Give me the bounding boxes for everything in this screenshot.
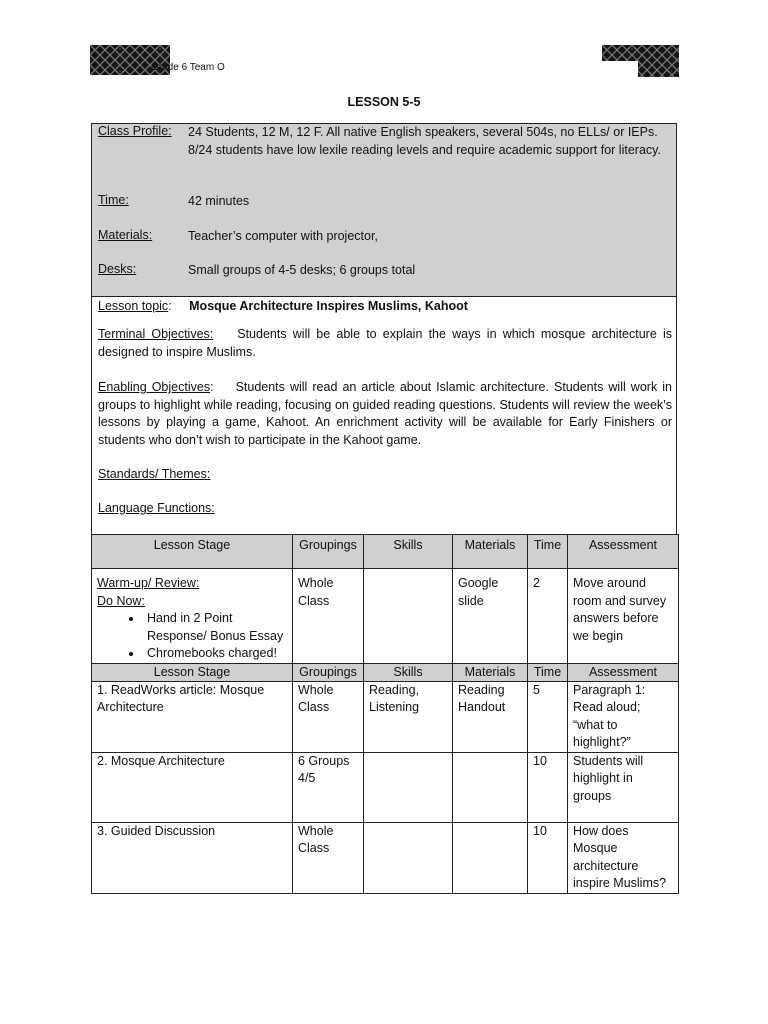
header-team-label: Grade 6 Team O xyxy=(151,62,225,73)
time-value: 42 minutes xyxy=(188,194,250,208)
time-label: Time: xyxy=(98,193,129,207)
warmup-assessment: Move around room and survey answers before we begin xyxy=(568,569,679,664)
time-cell: 10 xyxy=(528,822,568,893)
standards-themes-label: Standards/ Themes: xyxy=(98,467,211,481)
header-assessment: Assessment xyxy=(568,535,679,569)
redacted-block-right xyxy=(602,45,679,77)
header-groupings: Groupings xyxy=(293,663,364,681)
list-item: • Chromebooks charged! xyxy=(143,645,287,663)
terminal-objectives-value: Students will be able to explain the ways in which mosque architecture is designed to inspire Muslims. xyxy=(98,327,672,359)
assessment-cell: Paragraph 1: Read aloud; “what to highlight?” xyxy=(568,681,679,752)
class-profile-value: 24 Students, 12 M, 12 F. All native English speakers, several 504s, no ELLs/ or IEPs. 8/24 students have low lexile reading levels and require academic support for literacy. xyxy=(188,125,661,157)
time-cell: 10 xyxy=(528,752,568,822)
warmup-time: 2 xyxy=(528,569,568,664)
table-header-row-repeat xyxy=(92,663,679,681)
header-groupings: Groupings xyxy=(293,535,364,569)
lesson-stage-table xyxy=(91,534,679,894)
stage-cell: 1. ReadWorks article: Mosque Architecture xyxy=(92,681,293,752)
warmup-materials: Google slide xyxy=(453,569,528,664)
groupings-cell: Whole Class xyxy=(293,681,364,752)
table-row xyxy=(92,752,679,822)
assessment-cell: How does Mosque architecture inspire Muslims? xyxy=(568,822,679,893)
materials-cell: Reading Handout xyxy=(453,681,528,752)
language-functions-label: Language Functions: xyxy=(98,501,215,515)
groupings-cell: Whole Class xyxy=(293,822,364,893)
lesson-topic-label: Lesson topic xyxy=(98,299,169,313)
terminal-objectives-label: Terminal Objectives: xyxy=(98,327,214,341)
table-row xyxy=(92,569,679,664)
stage-cell: 2. Mosque Architecture xyxy=(92,752,293,822)
terminal-objectives xyxy=(98,326,672,361)
header-materials: Materials xyxy=(453,535,528,569)
class-profile-section xyxy=(91,123,677,297)
stage-cell: 3. Guided Discussion xyxy=(92,822,293,893)
materials-cell xyxy=(453,822,528,893)
warmup-stage-cell xyxy=(92,569,293,664)
materials-cell xyxy=(453,752,528,822)
lesson-topic-value: Mosque Architecture Inspires Muslims, Kahoot xyxy=(189,299,468,313)
time-cell: 5 xyxy=(528,681,568,752)
warmup-groupings: Whole Class xyxy=(293,569,364,664)
skills-cell xyxy=(364,822,453,893)
do-now-label: Do Now: xyxy=(97,593,145,608)
header-time: Time xyxy=(528,663,568,681)
materials-label: Materials: xyxy=(98,228,153,242)
header-skills: Skills xyxy=(364,663,453,681)
desks-label: Desks: xyxy=(98,262,137,276)
materials-value: Teacher’s computer with projector, xyxy=(188,229,378,243)
enabling-objectives: Enabling Objectives: Students will read an article about Islamic architecture. Students will work in groups to highlight while reading, focusing on guided reading questions. Students will review the week’s lessons by playing a game, Kahoot. An enrichment activity will be available for Early Finishers or students who don’t wish to participate in the Kahoot game. xyxy=(98,380,672,447)
header-materials: Materials xyxy=(453,663,528,681)
warmup-skills xyxy=(364,569,453,664)
groupings-cell: 6 Groups 4/5 xyxy=(293,752,364,822)
skills-cell xyxy=(364,752,453,822)
list-item: • Hand in 2 Point Response/ Bonus Essay xyxy=(143,610,287,645)
header-skills: Skills xyxy=(364,535,453,569)
skills-cell: Reading, Listening xyxy=(364,681,453,752)
header-lesson-stage: Lesson Stage xyxy=(92,663,293,681)
class-profile-label: Class Profile: xyxy=(98,124,172,138)
header-assessment: Assessment xyxy=(568,663,679,681)
warmup-title: Warm-up/ Review: xyxy=(97,576,200,590)
lesson-title: LESSON 5-5 xyxy=(347,95,421,109)
enabling-objectives-value: Students will read an article about Islamic architecture. Students will work in groups to highlight while reading, focusing on guided reading questions. Students will review the week’s lessons by playing a game, Kahoot. An enrichment activity will be available for Early Finishers or students who don’t wish to participate in the Kahoot game. xyxy=(98,380,672,447)
header-lesson-stage: Lesson Stage xyxy=(92,535,293,569)
assessment-cell: Students will highlight in groups xyxy=(568,752,679,822)
do-now-list xyxy=(97,610,287,663)
desks-value: Small groups of 4-5 desks; 6 groups total xyxy=(188,263,416,277)
table-header-row xyxy=(92,535,679,569)
lesson-info-section: Lesson topic: Mosque Architecture Inspires Muslims, Kahoot Terminal Objectives: Students will be able to explain the ways in which mosque architecture is designed to inspire Muslims. Enabling Objectives: Students will read an article about Islamic architecture. Students will work in groups to highlight while reading, focusing on guided reading questions. Students will review the week’s lessons by playing a game, Kahoot. An enrichment activity will be available for Early Finishers or students who don’t wish to participate in the Kahoot game. Standards/ Themes: Language Functions: xyxy=(91,296,677,535)
table-row xyxy=(92,822,679,893)
table-row xyxy=(92,681,679,752)
header-time: Time xyxy=(528,535,568,569)
enabling-objectives-label: Enabling Objectives xyxy=(98,380,211,394)
